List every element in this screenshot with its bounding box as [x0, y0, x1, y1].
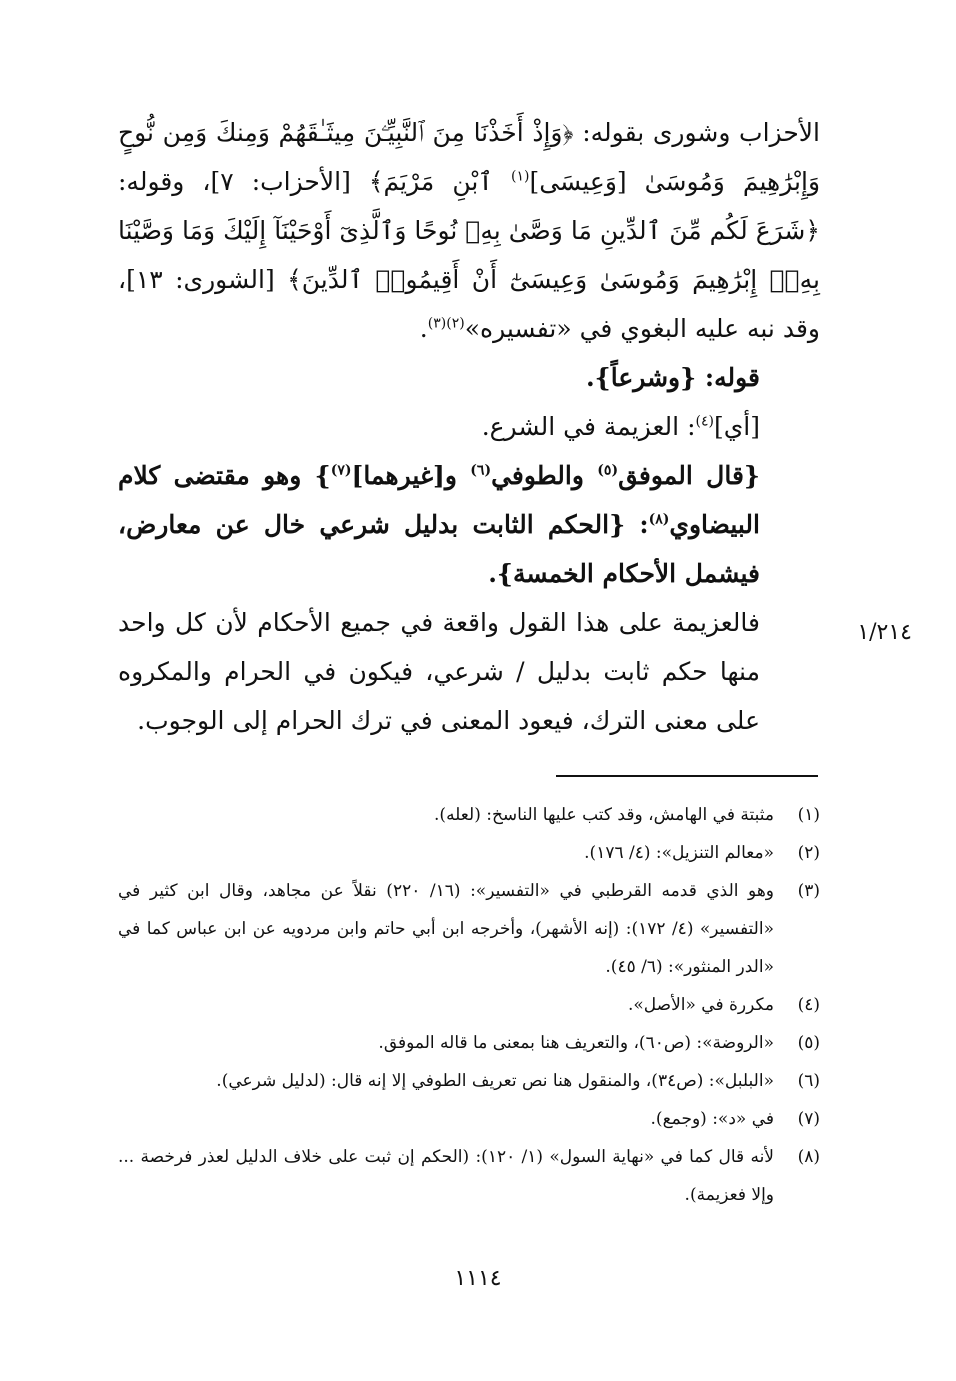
page-number: ١١١٤	[454, 1266, 502, 1291]
footnote-number: (١)	[797, 805, 820, 825]
footnotes	[118, 796, 820, 1214]
footnote-number: (٣)	[797, 881, 820, 901]
footnote-ref-4: (٤)	[695, 413, 714, 430]
footnote-ref-7: (٧)	[330, 462, 352, 479]
footnote-ref-2-3: (٢)(٣)	[427, 315, 465, 332]
footnote-ref-8: (٨)	[648, 511, 670, 528]
paragraph-1: الأحزاب وشورى بقوله: ﴿وَإِذْ أَخَذْنَا مِنَ ٱلنَّبِيِّـۧنَ مِيثَـٰقَهُمْ وَمِنكَ وَمِن نُّوحٍ وَإِبْرَٰهِيمَ وَمُوسَىٰ [وَعِيسَى]$^{(١)}$ ٱبْنِ مَرْيَمَ﴾ [الأحزاب: ٧]، وقوله: ﴿شَرَعَ لَكُم مِّنَ ٱلدِّينِ مَا وَصَّىٰ بِهِۦ نُوحًا وَٱلَّذِىٓ أَوْحَيْنَآ إِلَيْكَ وَمَا وَصَّيْنَا بِهِۦٓ إِبْرَٰهِيمَ وَمُوسَىٰ وَعِيسَىٰٓ أَنْ أَقِيمُوا۟ ٱلدِّينَ﴾ [الشورى: ١٣]، وقد نبه عليه البغوي في «تفسيره»$^{(٢)(٣)}$.	[118, 118, 821, 343]
paragraph-4: {قال الموفق$^{(٥)}$ والطوفي$^{(٦)}$ و[غيرهما]$^{(٧)}$} وهو مقتضى كلام البيضاوي$^{(٨)}$: {الحكم الثابت بدليل شرعي خال عن معارض، فيشمل الأحكام الخمسة}.	[118, 461, 760, 588]
footnote-ref-1: (١)	[511, 168, 530, 185]
footnote	[118, 1100, 820, 1138]
main-text	[118, 108, 820, 745]
footnote-number: (٥)	[797, 1033, 820, 1053]
footnote-text: وهو الذي قدمه القرطبي في «التفسير»: (١٦/ ٢٢٠) نقلاً عن مجاهد، وقال ابن كثير في «التفسير» (٤/ ١٧٢): (إنه الأشهر)، وأخرجه ابن أبي حاتم وابن مردويه عن ابن عباس كما في «الدر المنثور»: (٦/ ٤٥).	[118, 881, 774, 977]
paragraph-3: [أي]$^{(٤)}$: العزيمة في الشرع.	[481, 412, 760, 441]
footnote	[118, 1024, 820, 1062]
footnote-ref-6: (٦)	[470, 462, 492, 479]
footnote	[118, 986, 820, 1024]
footnote	[118, 872, 820, 986]
manuscript-folio-marker: ١/٢١٤	[857, 620, 912, 645]
paragraph-2: قوله: {وشرعاً}.	[585, 363, 760, 392]
footnote	[118, 796, 820, 834]
footnote-number: (٤)	[797, 995, 820, 1015]
footnote	[118, 1062, 820, 1100]
paragraph-5: فالعزيمة على هذا القول واقعة في جميع الأحكام لأن كل واحد منها حكم ثابت بدليل / شرعي، فيكون في الحرام والمكروه على معنى الترك، فيعود المعنى في ترك الحرام إلى الوجوب.	[118, 608, 760, 735]
footnote-text: في «د»: (وجمع).	[650, 1109, 774, 1129]
footnote-text: مكررة في «الأصل».	[627, 995, 774, 1015]
footnote-ref-5: (٥)	[597, 462, 619, 479]
footnote	[118, 1138, 820, 1214]
footnote-text: «معالم التنزيل»: (٤/ ١٧٦).	[584, 843, 774, 863]
footnote-text: «الروضة»: (ص٦٠)، والتعريف هنا بمعنى ما قاله الموفق.	[378, 1033, 774, 1053]
footnote-number: (٢)	[797, 843, 820, 863]
footnote-number: (٦)	[797, 1071, 820, 1091]
footnote-number: (٧)	[797, 1109, 820, 1129]
footnote-divider	[556, 775, 818, 777]
footnote	[118, 834, 820, 872]
footnote-text: لأنه قال كما في «نهاية السول» (١/ ١٢٠): (الحكم إن ثبت على خلاف الدليل لعذر فرخصة ... وإلا فعزيمة).	[118, 1147, 775, 1205]
footnote-number: (٨)	[797, 1147, 820, 1167]
footnote-text: مثبتة في الهامش، وقد كتب عليها الناسخ: (لعله).	[434, 805, 774, 825]
footnote-text: «البلبل»: (ص٣٤)، والمنقول هنا نص تعريف الطوفي إلا إنه قال: (لدليل شرعي).	[216, 1071, 774, 1091]
